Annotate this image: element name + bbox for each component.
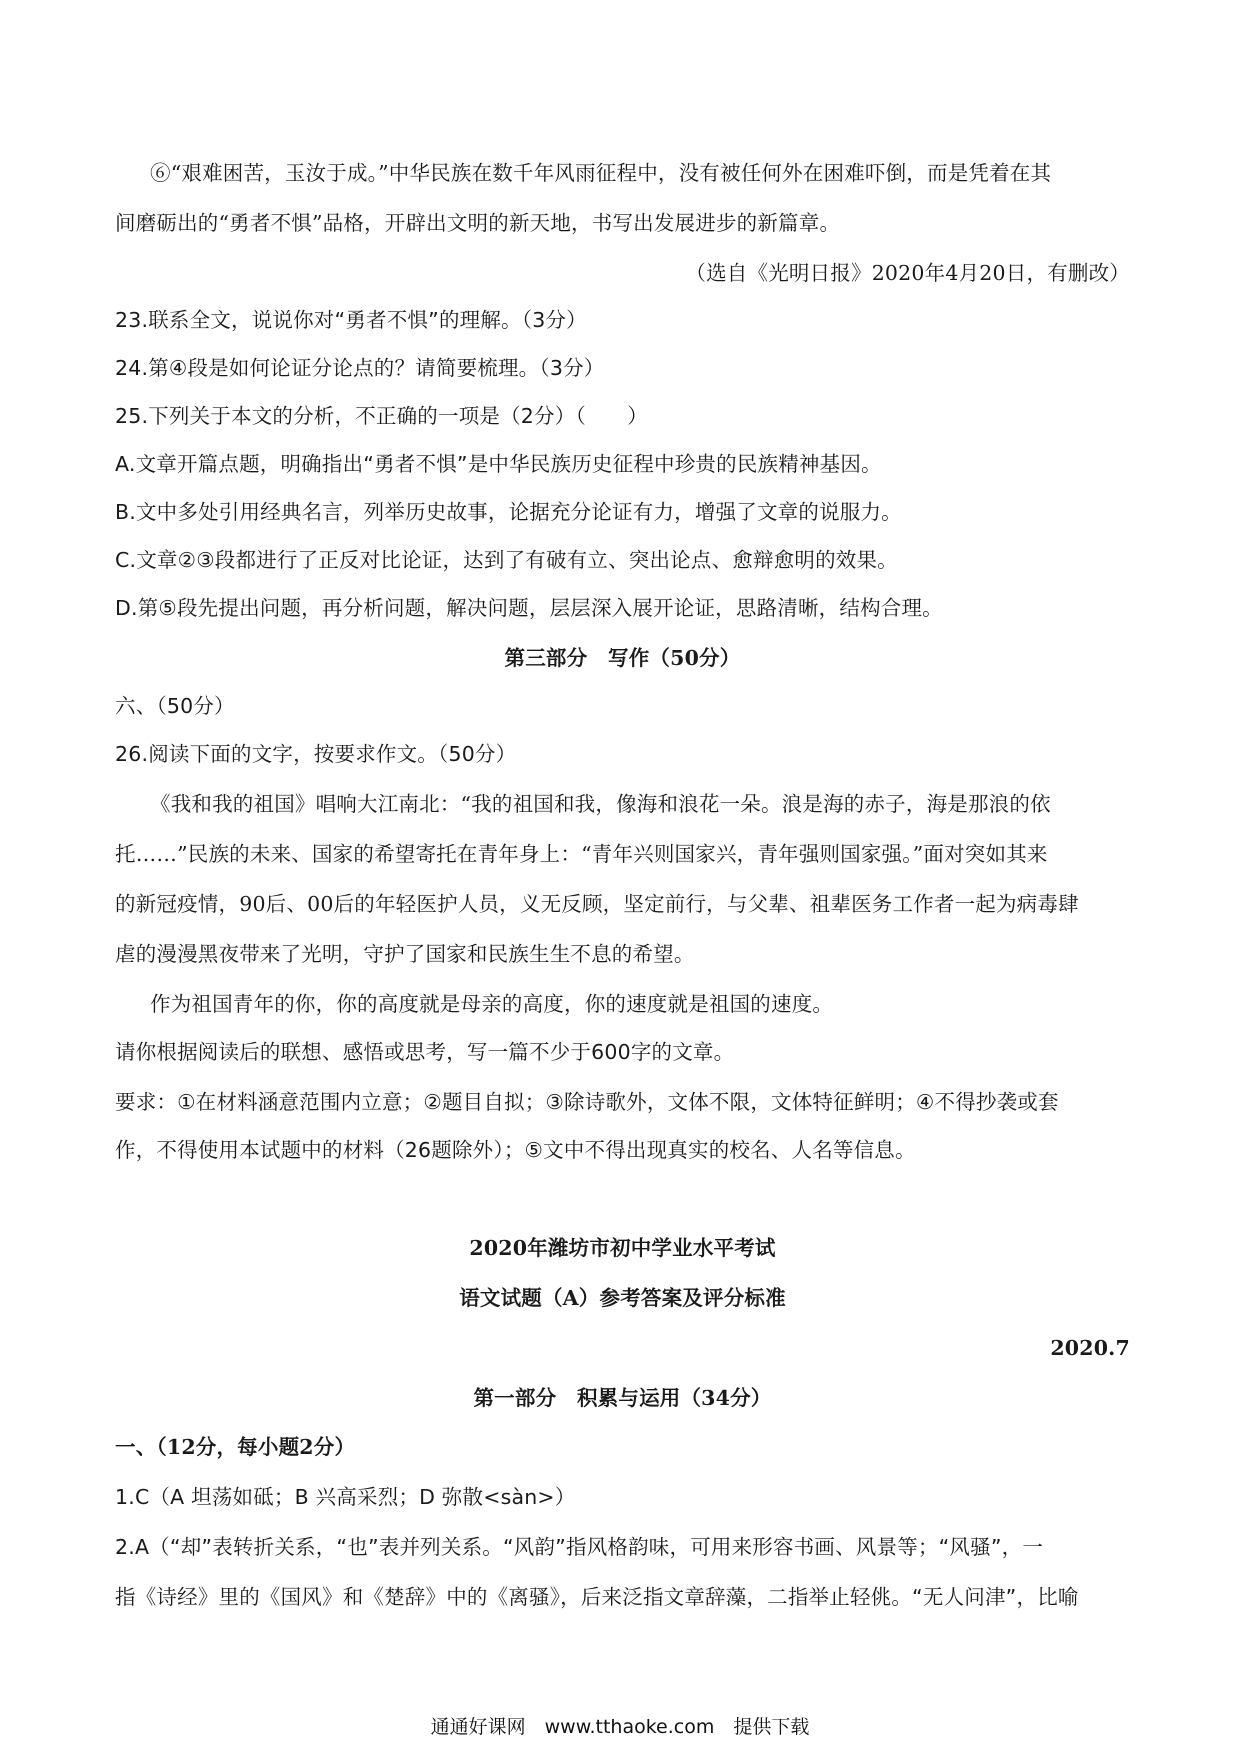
question-24: 24.第④段是如何论证分论点的？请简要梳理。（3分） — [115, 356, 605, 380]
part-six: 六、（50分） — [115, 694, 235, 718]
answers-title: 2020年潍坊市初中学业水平考试 — [469, 1236, 776, 1260]
writing-section-title: 第三部分 写作（50分） — [504, 646, 741, 670]
writing-task: 请你根据阅读后的联想、感悟或思考，写一篇不少于600字的文章。 — [115, 1040, 735, 1064]
answer-1: 1.C（A 坦荡如砥；B 兴高采烈；D 弥散<sàn>） — [115, 1485, 576, 1509]
requirements-line1: 要求：①在材料涵意范围内立意；②题目自拟；③除诗歌外，文体不限，文体特征鲜明；④不得抄袭或套 — [115, 1090, 1059, 1114]
answers-subtitle: 语文试题（A）参考答案及评分标准 — [459, 1286, 786, 1310]
material-line1: 《我和我的祖国》唱响大江南北：“我的祖国和我，像海和浪花一朵。浪是海的赤子，海是那浪的依 — [150, 792, 1051, 816]
option-a: A.文章开篇点题，明确指出“勇者不惧”是中华民族历史征程中珍贵的民族精神基因。 — [115, 452, 882, 476]
question-26: 26.阅读下面的文字，按要求作文。（50分） — [115, 742, 517, 766]
part1-title: 第一部分 积累与运用（34分） — [473, 1386, 772, 1410]
material-line2: 托……”民族的未来、国家的希望寄托在青年身上：“青年兴则国家兴，青年强则国家强。”面对突如其来 — [115, 842, 1048, 866]
passage-para6-line2: 间磨砺出的“勇者不惧”品格，开辟出文明的新天地，书写出发展进步的新篇章。 — [115, 211, 841, 235]
question-23: 23.联系全文，说说你对“勇者不惧”的理解。（3分） — [115, 308, 587, 332]
section-one-heading: 一、（12分，每小题2分） — [115, 1435, 356, 1459]
question-25: 25.下列关于本文的分析，不正确的一项是（2分）（ ） — [115, 404, 648, 428]
answer-2-line1: 2.A（“却”表转折关系，“也”表并列关系。“风韵”指风格韵味，可用来形容书画、风景等；“风骚”，一 — [115, 1535, 1044, 1559]
answers-date: 2020.7 — [1050, 1336, 1130, 1360]
material-line4: 虐的漫漫黑夜带来了光明，守护了国家和民族生生不息的希望。 — [115, 942, 695, 966]
footer-credit: 通通好课网 www.tthaoke.com 提供下载 — [430, 1716, 810, 1738]
option-d: D.第⑤段先提出问题，再分析问题，解决问题，层层深入展开论证，思路清晰，结构合理。 — [115, 596, 943, 620]
option-b: B.文中多处引用经典名言，列举历史故事，论据充分论证有力，增强了文章的说服力。 — [115, 500, 902, 524]
passage-para6-line1: ⑥“艰难困苦，玉汝于成。”中华民族在数千年风雨征程中，没有被任何外在困难吓倒，而是凭着在其 — [150, 161, 1052, 185]
option-c: C.文章②③段都进行了正反对比论证，达到了有破有立、突出论点、愈辩愈明的效果。 — [115, 548, 898, 572]
material-line3: 的新冠疫情，90后、00后的年轻医护人员，义无反顾，坚定前行，与父辈、祖辈医务工作者一起为病毒肆 — [115, 892, 1079, 916]
requirements-line2: 作，不得使用本试题中的材料（26题除外）；⑤文中不得出现真实的校名、人名等信息。 — [115, 1138, 916, 1162]
material-line5: 作为祖国青年的你，你的高度就是母亲的高度，你的速度就是祖国的速度。 — [150, 992, 834, 1016]
answer-2-line2: 指《诗经》里的《国风》和《楚辞》中的《离骚》，后来泛指文章辞藻，二指举止轻佻。“无人问津”，比喻 — [115, 1585, 1079, 1609]
passage-source: （选自《光明日报》2020年4月20日，有删改） — [685, 261, 1130, 285]
